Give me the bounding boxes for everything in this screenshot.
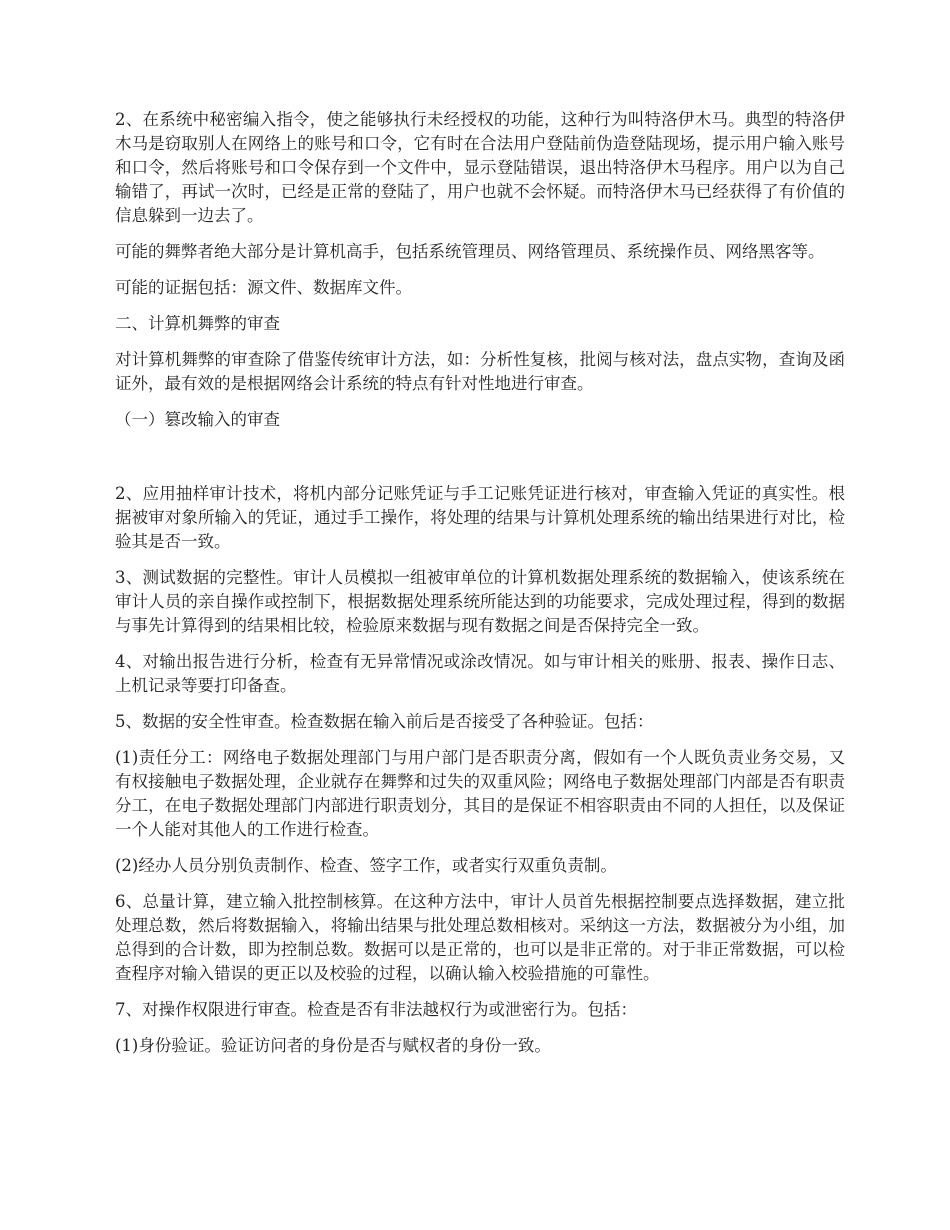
paragraph-identity-verification: (1)身份验证。验证访问者的身份是否与赋权者的身份一致。: [115, 1036, 551, 1055]
paragraph-possible-perpetrators: 可能的舞弊者绝大部分是计算机高手，包括系统管理员、网络管理员、系统操作员、网络黑客等。: [115, 242, 825, 261]
paragraph-possible-evidence: 可能的证据包括：源文件、数据库文件。: [115, 278, 412, 297]
section-heading-fraud-audit: 二、计算机舞弊的审查: [115, 314, 280, 333]
paragraph-trojan-horse: 2、在系统中秘密编入指令，使之能够执行未经授权的功能，这种行为叫特洛伊木马。典型的特洛伊木马是窃取别人在网络上的账号和口令，它有时在合法用户登陆前伪造登陆现场，提示用户输入账号和口令，然后将账号和口令保存到一个文件中，显示登陆错误，退出特洛伊木马程序。用户以为自己输错了，再试一次时，已经是正常的登陆了，用户也就不会怀疑。而特洛伊木马已经获得了有价值的信息躲到一边去了。: [115, 110, 845, 225]
paragraph-batch-control-totals: 6、总量计算，建立输入批控制核算。在这种方法中，审计人员首先根据控制要点选择数据，建立批处理总数，然后将数据输入，将输出结果与批处理总数相核对。采纳这一方法，数据被分为小组，加总得到的合计数，即为控制总数。数据可以是正常的，也可以是非正常的。对于非正常数据，可以检查程序对输入错误的更正以及校验的过程，以确认输入校验措施的可靠性。: [115, 892, 845, 983]
paragraph-test-data-integrity: 3、测试数据的完整性。审计人员模拟一组被审单位的计算机数据处理系统的数据输入，使该系统在审计人员的亲自操作或控制下，根据数据处理系统所能达到的功能要求，完成处理过程，得到的数据与事先计算得到的结果相比较，检验原来数据与现有数据之间是否保持完全一致。: [115, 568, 845, 635]
paragraph-sampling-audit: 2、应用抽样审计技术，将机内部分记账凭证与手工记账凭证进行核对，审查输入凭证的真实性。根据被审对象所输入的凭证，通过手工操作，将处理的结果与计算机处理系统的输出结果进行对比，检验其是否一致。: [115, 484, 845, 551]
paragraph-data-security-review: 5、数据的安全性审查。检查数据在输入前后是否接受了各种验证。包括：: [115, 712, 654, 731]
paragraph-audit-methods: 对计算机舞弊的审查除了借鉴传统审计方法，如：分析性复核，批阅与核对法，盘点实物，查询及函证外，最有效的是根据网络会计系统的特点有针对性地进行审查。: [115, 350, 845, 393]
subsection-heading-input-tampering: （一）篡改输入的审查: [115, 410, 280, 429]
paragraph-dual-responsibility: (2)经办人员分别负责制作、检查、签字工作，或者实行双重负责制。: [115, 856, 617, 875]
paragraph-output-report-analysis: 4、对输出报告进行分析，检查有无异常情况或涂改情况。如与审计相关的账册、报表、操作日志、上机记录等要打印备查。: [115, 652, 845, 695]
document-body: [115, 108, 845, 1070]
paragraph-access-permission-review: 7、对操作权限进行审查。检查是否有非法越权行为或泄密行为。包括：: [115, 1000, 637, 1019]
blank-spacer: [115, 444, 845, 482]
paragraph-separation-of-duties: (1)责任分工：网络电子数据处理部门与用户部门是否职责分离，假如有一个人既负责业务交易，又有权接触电子数据处理，企业就存在舞弊和过失的双重风险；网络电子数据处理部门内部是否有职责分工，在电子数据处理部门内部进行职责划分，其目的是保证不相容职责由不同的人担任，以及保证一个人能对其他人的工作进行检查。: [115, 748, 845, 839]
